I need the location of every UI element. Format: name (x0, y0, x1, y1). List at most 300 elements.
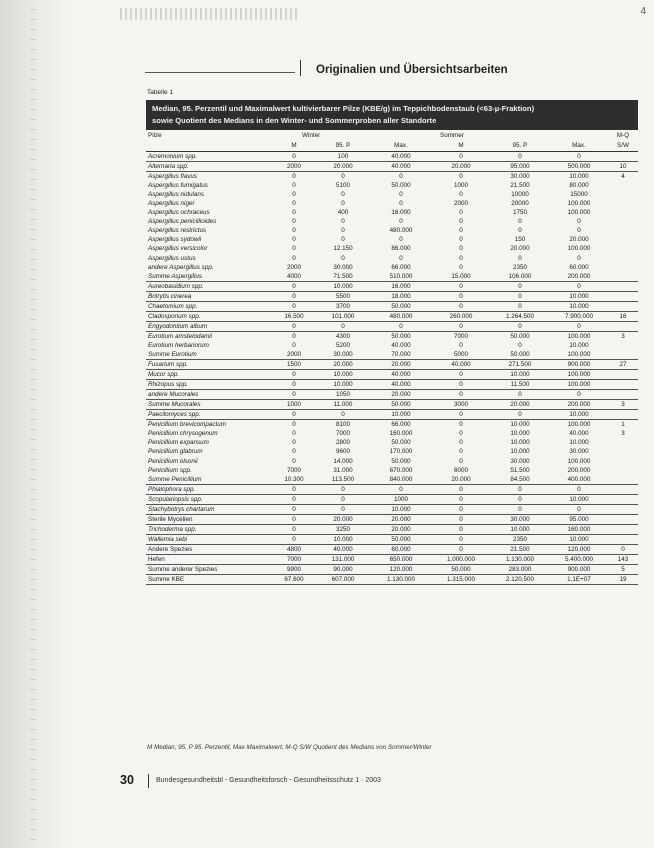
col-header-max-winter: Max. (370, 141, 432, 152)
cell-value: 0 (292, 236, 296, 244)
cell-value: 131.000 (316, 554, 370, 564)
cell-value: 480.000 (370, 311, 432, 321)
cell-value: 4300 (335, 332, 350, 340)
cell-value: 50.000 (391, 457, 411, 465)
cell-value: 1.264.500 (490, 311, 550, 321)
cell-value: 100.000 (567, 332, 591, 340)
row-label: Aspergillus penicillioides (148, 218, 217, 226)
cell-value: 0 (292, 421, 296, 429)
cell-value: 0 (577, 218, 581, 226)
cell-value: 10.000 (316, 370, 370, 380)
cell-value: 70.000 (370, 350, 432, 360)
table-label: Tabelle 1 (147, 89, 174, 96)
row-label: Penicillium olsonii (148, 457, 198, 465)
cell-value: 1 (621, 421, 625, 429)
table-row (146, 410, 638, 420)
table-row (146, 457, 638, 466)
cell-value (608, 217, 638, 226)
cell-value (608, 226, 638, 235)
table-row (146, 291, 638, 301)
cell-value: 10.000 (316, 534, 370, 544)
cell-value: 0 (341, 218, 345, 226)
cell-value: 20.000 (316, 360, 370, 370)
cell-value: 0 (577, 227, 581, 235)
table-row (146, 494, 638, 504)
row-label: Paecilomyces spp. (146, 410, 272, 420)
cell-value: 0 (272, 534, 316, 544)
cell-value: 0 (399, 218, 403, 226)
table-row (146, 190, 638, 199)
cell-value (608, 208, 638, 217)
table-row (146, 350, 638, 360)
table-row (146, 438, 638, 447)
cell-value: 20.000 (370, 524, 432, 534)
table-row (146, 152, 638, 162)
journal-citation: Bundesgesundheitsbl - Gesundheitsforsch - Gesundheitsschutz 1 · 2003 (156, 777, 381, 784)
cell-value: 283.000 (490, 565, 550, 575)
cell-value: 0 (459, 209, 463, 217)
cell-value: 10.000 (316, 380, 370, 390)
cell-value: 0 (459, 439, 463, 447)
cell-value: 0 (518, 341, 522, 349)
cell-value: 0 (272, 301, 316, 311)
cell-value: 100.000 (567, 209, 591, 217)
cell-value: 0 (432, 281, 490, 291)
row-label: Engyodontium album (146, 321, 272, 331)
row-label: Trichoderma spp. (146, 524, 272, 534)
col-header-winter: Winter (302, 132, 321, 140)
cell-value: 40.000 (370, 162, 432, 172)
cell-value: 0 (550, 321, 608, 331)
cell-value (608, 370, 638, 380)
cell-value: 0 (341, 236, 345, 244)
cell-value: 840.000 (370, 475, 432, 485)
cell-value: 400.000 (550, 475, 608, 485)
table-row (146, 311, 638, 321)
table-footnote: M Median, 95. P 95. Perzentil, Max Maximalwert, M-Q S/W Quotient des Medians von Sommer/Winter (147, 744, 432, 751)
table-row (146, 244, 638, 253)
cell-value: 7000 (453, 332, 468, 340)
table-row (146, 331, 638, 341)
cell-value: 19 (608, 575, 638, 585)
cell-value: 0 (341, 191, 345, 199)
cell-value: 10.000 (569, 341, 589, 349)
cell-value: 30.000 (510, 457, 530, 465)
table-row (146, 447, 638, 456)
cell-value: 0 (399, 236, 403, 244)
cell-value: 14.000 (333, 457, 353, 465)
cell-value: 100.000 (567, 245, 591, 253)
row-label: Summe Penicillium (146, 475, 272, 485)
cell-value: 0 (399, 191, 403, 199)
cell-value: 6000 (453, 466, 468, 474)
table-row (146, 429, 638, 438)
cell-value: 0 (292, 457, 296, 465)
cell-value: 0 (459, 430, 463, 438)
cell-value: 30.000 (569, 448, 589, 456)
cell-value: 0 (292, 218, 296, 226)
row-label: Aspergillus nidulans (148, 191, 205, 199)
col-header-m-winter: M (272, 141, 316, 152)
cell-value (608, 514, 638, 524)
cell-value: 0 (272, 390, 316, 400)
row-label: andere Aspergillus spp. (148, 263, 214, 271)
cell-value: 0 (292, 448, 296, 456)
cell-value: 20.000 (569, 236, 589, 244)
cell-value (608, 380, 638, 390)
cell-value: 50.000 (391, 182, 411, 190)
cell-value: 27 (608, 360, 638, 370)
cell-value: 16 (608, 311, 638, 321)
cell-value: 2000 (272, 162, 316, 172)
cell-value: 0 (292, 173, 296, 181)
cell-value: 10.000 (550, 291, 608, 301)
table-row (146, 390, 638, 400)
row-label: Summe Mucorales (146, 400, 272, 410)
cell-value: 0 (490, 504, 550, 514)
cell-value: 30.000 (333, 263, 353, 271)
cell-value: 0 (490, 484, 550, 494)
cell-value: 0 (292, 430, 296, 438)
row-label: Aspergillus fumigatus (148, 182, 208, 190)
col-header-sw: S/W (608, 141, 638, 152)
table-row (146, 301, 638, 311)
cell-value: 1050 (316, 390, 370, 400)
cell-value: 0 (432, 321, 490, 331)
cell-value: 3 (621, 430, 625, 438)
cell-value: 0 (432, 380, 490, 390)
cell-value: 0 (459, 218, 463, 226)
cell-value: 0 (550, 504, 608, 514)
cell-value: 0 (292, 182, 296, 190)
cell-value: 510.000 (370, 272, 432, 282)
table-body (146, 152, 638, 585)
cell-value: 100.000 (550, 350, 608, 360)
cell-value: 0 (316, 321, 370, 331)
cell-value: 40.000 (569, 430, 589, 438)
cell-value: 120.000 (550, 544, 608, 554)
cell-value: 7000 (272, 554, 316, 564)
cell-value: 71.500 (316, 272, 370, 282)
corner-mark: 4 (640, 6, 646, 17)
cell-value: 20.000 (370, 514, 432, 524)
cell-value: 100.000 (567, 421, 591, 429)
col-header-max-sommer: Max. (550, 141, 608, 152)
cell-value: 150 (514, 236, 526, 244)
cell-value: 20000 (511, 200, 529, 208)
cell-value: 30.000 (490, 514, 550, 524)
row-label: Aspergillus niger (148, 200, 195, 208)
cell-value (608, 390, 638, 400)
cell-value: 2800 (335, 439, 350, 447)
row-label: andere Mucorales (146, 390, 272, 400)
row-label: Phialophora spp. (146, 484, 272, 494)
cell-value: 0 (459, 421, 463, 429)
cell-value: 50.000 (391, 439, 411, 447)
cell-value: 0 (272, 291, 316, 301)
col-header-mq: M-Q (616, 132, 630, 140)
cell-value: 100.000 (550, 380, 608, 390)
cell-value: 0 (518, 218, 522, 226)
cell-value: 5200 (335, 341, 350, 349)
cell-value: 5.400.000 (550, 554, 608, 564)
cell-value (608, 447, 638, 456)
table-row (146, 235, 638, 244)
cell-value (608, 152, 638, 162)
cell-value: 8100 (335, 421, 350, 429)
cell-value: 10.000 (316, 281, 370, 291)
cell-value: 20.000 (432, 475, 490, 485)
row-label: Aspergillus flavus (148, 173, 197, 181)
cell-value: 200.000 (550, 400, 608, 410)
cell-value: 11.500 (490, 380, 550, 390)
cell-value: 2350 (490, 534, 550, 544)
cell-value: 0 (316, 410, 370, 420)
cell-value: 16.000 (370, 281, 432, 291)
cell-value (608, 254, 638, 263)
cell-value: 0 (292, 200, 296, 208)
cell-value: 2.120.500 (490, 575, 550, 585)
cell-value: 2000 (272, 350, 316, 360)
cell-value: 1000 (370, 494, 432, 504)
cell-value: 0 (432, 534, 490, 544)
row-label: Summe Eurotium (146, 350, 272, 360)
cell-value: 106.000 (490, 272, 550, 282)
cell-value: 160.000 (550, 524, 608, 534)
cell-value: 0 (518, 227, 522, 235)
cell-value: 10.000 (550, 494, 608, 504)
cell-value: 0 (341, 227, 345, 235)
cell-value: 607.000 (316, 575, 370, 585)
cell-value: 0 (550, 390, 608, 400)
cell-value: 0 (399, 173, 403, 181)
cell-value: 4800 (272, 544, 316, 554)
cell-value: 5000 (432, 350, 490, 360)
table-row (146, 199, 638, 208)
cell-value: 4 (621, 173, 625, 181)
cell-value: 0 (272, 514, 316, 524)
cell-value: 95.000 (490, 162, 550, 172)
col-header-sommer: Sommer (440, 132, 464, 140)
table-row (146, 321, 638, 331)
cell-value: 3000 (432, 400, 490, 410)
table-row (146, 208, 638, 217)
cell-value: 101.000 (316, 311, 370, 321)
cell-value: 3 (621, 332, 625, 340)
cell-value: 160.000 (389, 430, 413, 438)
cell-value: 0 (292, 439, 296, 447)
cell-value: 12.150 (333, 245, 353, 253)
cell-value: 9900 (272, 565, 316, 575)
cell-value: 50.000 (370, 400, 432, 410)
cell-value: 0 (272, 152, 316, 162)
cell-value: 0 (459, 263, 463, 271)
cell-value: 0 (432, 410, 490, 420)
cell-value: 10.000 (510, 448, 530, 456)
cell-value: 650.000 (370, 554, 432, 564)
row-label: Stachybotrys chartarum (146, 504, 272, 514)
cell-value: 10.000 (510, 439, 530, 447)
cell-value: 10000 (511, 191, 529, 199)
cell-value: 40.000 (370, 380, 432, 390)
cell-value: 0 (399, 254, 403, 262)
row-label: Acremonium spp. (146, 152, 272, 162)
cell-value: 67.600 (272, 575, 316, 585)
cell-value: 0 (272, 484, 316, 494)
cell-value: 0 (459, 191, 463, 199)
cell-value (608, 484, 638, 494)
table-title-line-1: Median, 95. Perzentil und Maximalwert kultivierbarer Pilze (KBE/g) im Teppichbodenstaub (<63-µ-Fraktion) (152, 104, 535, 113)
cell-value: 1000 (272, 400, 316, 410)
cell-value: 0 (490, 291, 550, 301)
row-label: Penicillium glabrum (148, 448, 203, 456)
cell-value: 1,1E+07 (550, 575, 608, 585)
table-row (146, 554, 638, 564)
section-title: Originalien und Übersichtsarbeiten (316, 64, 508, 76)
cell-value: 0 (399, 200, 403, 208)
cell-value: 21.500 (490, 544, 550, 554)
row-label: Eurotium amstelodamii (148, 332, 213, 340)
cell-value (608, 350, 638, 360)
col-header-95p-winter: 95. P (316, 141, 370, 152)
cell-value (608, 438, 638, 447)
cell-value: 0 (459, 448, 463, 456)
cell-value: 16.000 (391, 209, 411, 217)
cell-value (608, 321, 638, 331)
cell-value: 900.000 (550, 565, 608, 575)
cell-value: 5500 (316, 291, 370, 301)
cell-value: 0 (550, 281, 608, 291)
header-rule (145, 72, 295, 73)
table-row (146, 162, 638, 172)
cell-value (608, 291, 638, 301)
cell-value: 10.000 (550, 410, 608, 420)
cell-value: 0 (432, 390, 490, 400)
cell-value: 1.130.000 (370, 575, 432, 585)
col-header-95p-sommer: 95. P (490, 141, 550, 152)
cell-value: 30.000 (510, 173, 530, 181)
table-row (146, 575, 638, 585)
cell-value: 66.000 (391, 263, 411, 271)
cell-value: 20.000 (370, 360, 432, 370)
cell-value: 86.000 (391, 245, 411, 253)
cell-value: 10.000 (510, 421, 530, 429)
cell-value: 7000 (286, 466, 301, 474)
table-row (146, 263, 638, 272)
cell-value: 143 (608, 554, 638, 564)
row-label: Summe KBE (146, 575, 272, 585)
cell-value (608, 281, 638, 291)
row-label: Aspergillus ochraceus (148, 209, 210, 217)
cell-value: 0 (292, 245, 296, 253)
cell-value: 0 (432, 484, 490, 494)
cell-value: 0 (459, 245, 463, 253)
cell-value (608, 341, 638, 350)
cell-value: 50.000 (432, 565, 490, 575)
cell-value: 0 (272, 494, 316, 504)
row-label: Chaetomium spp. (146, 301, 272, 311)
cell-value: 18.000 (370, 291, 432, 301)
cell-value (608, 410, 638, 420)
row-label: Scopulariopsis spp. (146, 494, 272, 504)
table-row (146, 514, 638, 524)
cell-value: 0 (432, 544, 490, 554)
cell-value (608, 466, 638, 475)
cell-value (608, 504, 638, 514)
row-label: Sterile Mycelien (146, 514, 272, 524)
cell-value: 10.000 (569, 173, 589, 181)
cell-value: 10 (608, 162, 638, 172)
cell-value: 0 (550, 152, 608, 162)
cell-value: 0 (459, 254, 463, 262)
row-label: Aspergillus restrictus (148, 227, 207, 235)
cell-value: 0 (459, 236, 463, 244)
cell-value: 0 (272, 410, 316, 420)
cell-value: 0 (292, 227, 296, 235)
cell-value: 0 (341, 200, 345, 208)
cell-value: 9600 (335, 448, 350, 456)
table-row (146, 370, 638, 380)
cell-value (608, 301, 638, 311)
cell-value: 0 (490, 152, 550, 162)
cell-value: 5 (608, 565, 638, 575)
cell-value: 170.000 (389, 448, 413, 456)
cell-value: 0 (490, 281, 550, 291)
table-header-row-2 (146, 141, 638, 152)
row-label: Summe anderer Spezies (146, 565, 272, 575)
table-row (146, 281, 638, 291)
row-label: Wallemia sebi (146, 534, 272, 544)
table-row (146, 524, 638, 534)
cell-value: 21.500 (510, 182, 530, 190)
row-label: Andere Spezies (146, 544, 272, 554)
cell-value: 10.000 (510, 430, 530, 438)
row-label: Aspergillus versicolor (148, 245, 208, 253)
table-row (146, 534, 638, 544)
cell-value: 2350 (512, 263, 527, 271)
cell-value (608, 457, 638, 466)
cell-value: 10.000 (490, 524, 550, 534)
cell-value: 0 (577, 254, 581, 262)
row-label: Alternaria spp. (146, 162, 272, 172)
cell-value: 260.000 (432, 311, 490, 321)
cell-value (608, 524, 638, 534)
cell-value: 200.000 (550, 272, 608, 282)
page-number: 30 (120, 773, 134, 787)
cell-value: 0 (459, 227, 463, 235)
cell-value: 400 (337, 209, 349, 217)
cell-value: 16.500 (272, 311, 316, 321)
cell-value: 0 (272, 370, 316, 380)
cell-value (608, 199, 638, 208)
cell-value (608, 475, 638, 485)
cell-value: 0 (432, 504, 490, 514)
cell-value: 0 (272, 524, 316, 534)
cell-value: 500.000 (550, 162, 608, 172)
cell-value (608, 244, 638, 253)
cell-value: 0 (370, 321, 432, 331)
cell-value: 40.000 (432, 360, 490, 370)
row-label: Summe Aspergillus (146, 272, 272, 282)
cell-value: 113.500 (316, 475, 370, 485)
table-row (146, 360, 638, 370)
cell-value: 0 (459, 173, 463, 181)
cell-value: 4000 (272, 272, 316, 282)
cell-value: 31.000 (333, 466, 353, 474)
cell-value: 900.000 (550, 360, 608, 370)
cell-value: 20.000 (316, 162, 370, 172)
cell-value: 51.500 (510, 466, 530, 474)
